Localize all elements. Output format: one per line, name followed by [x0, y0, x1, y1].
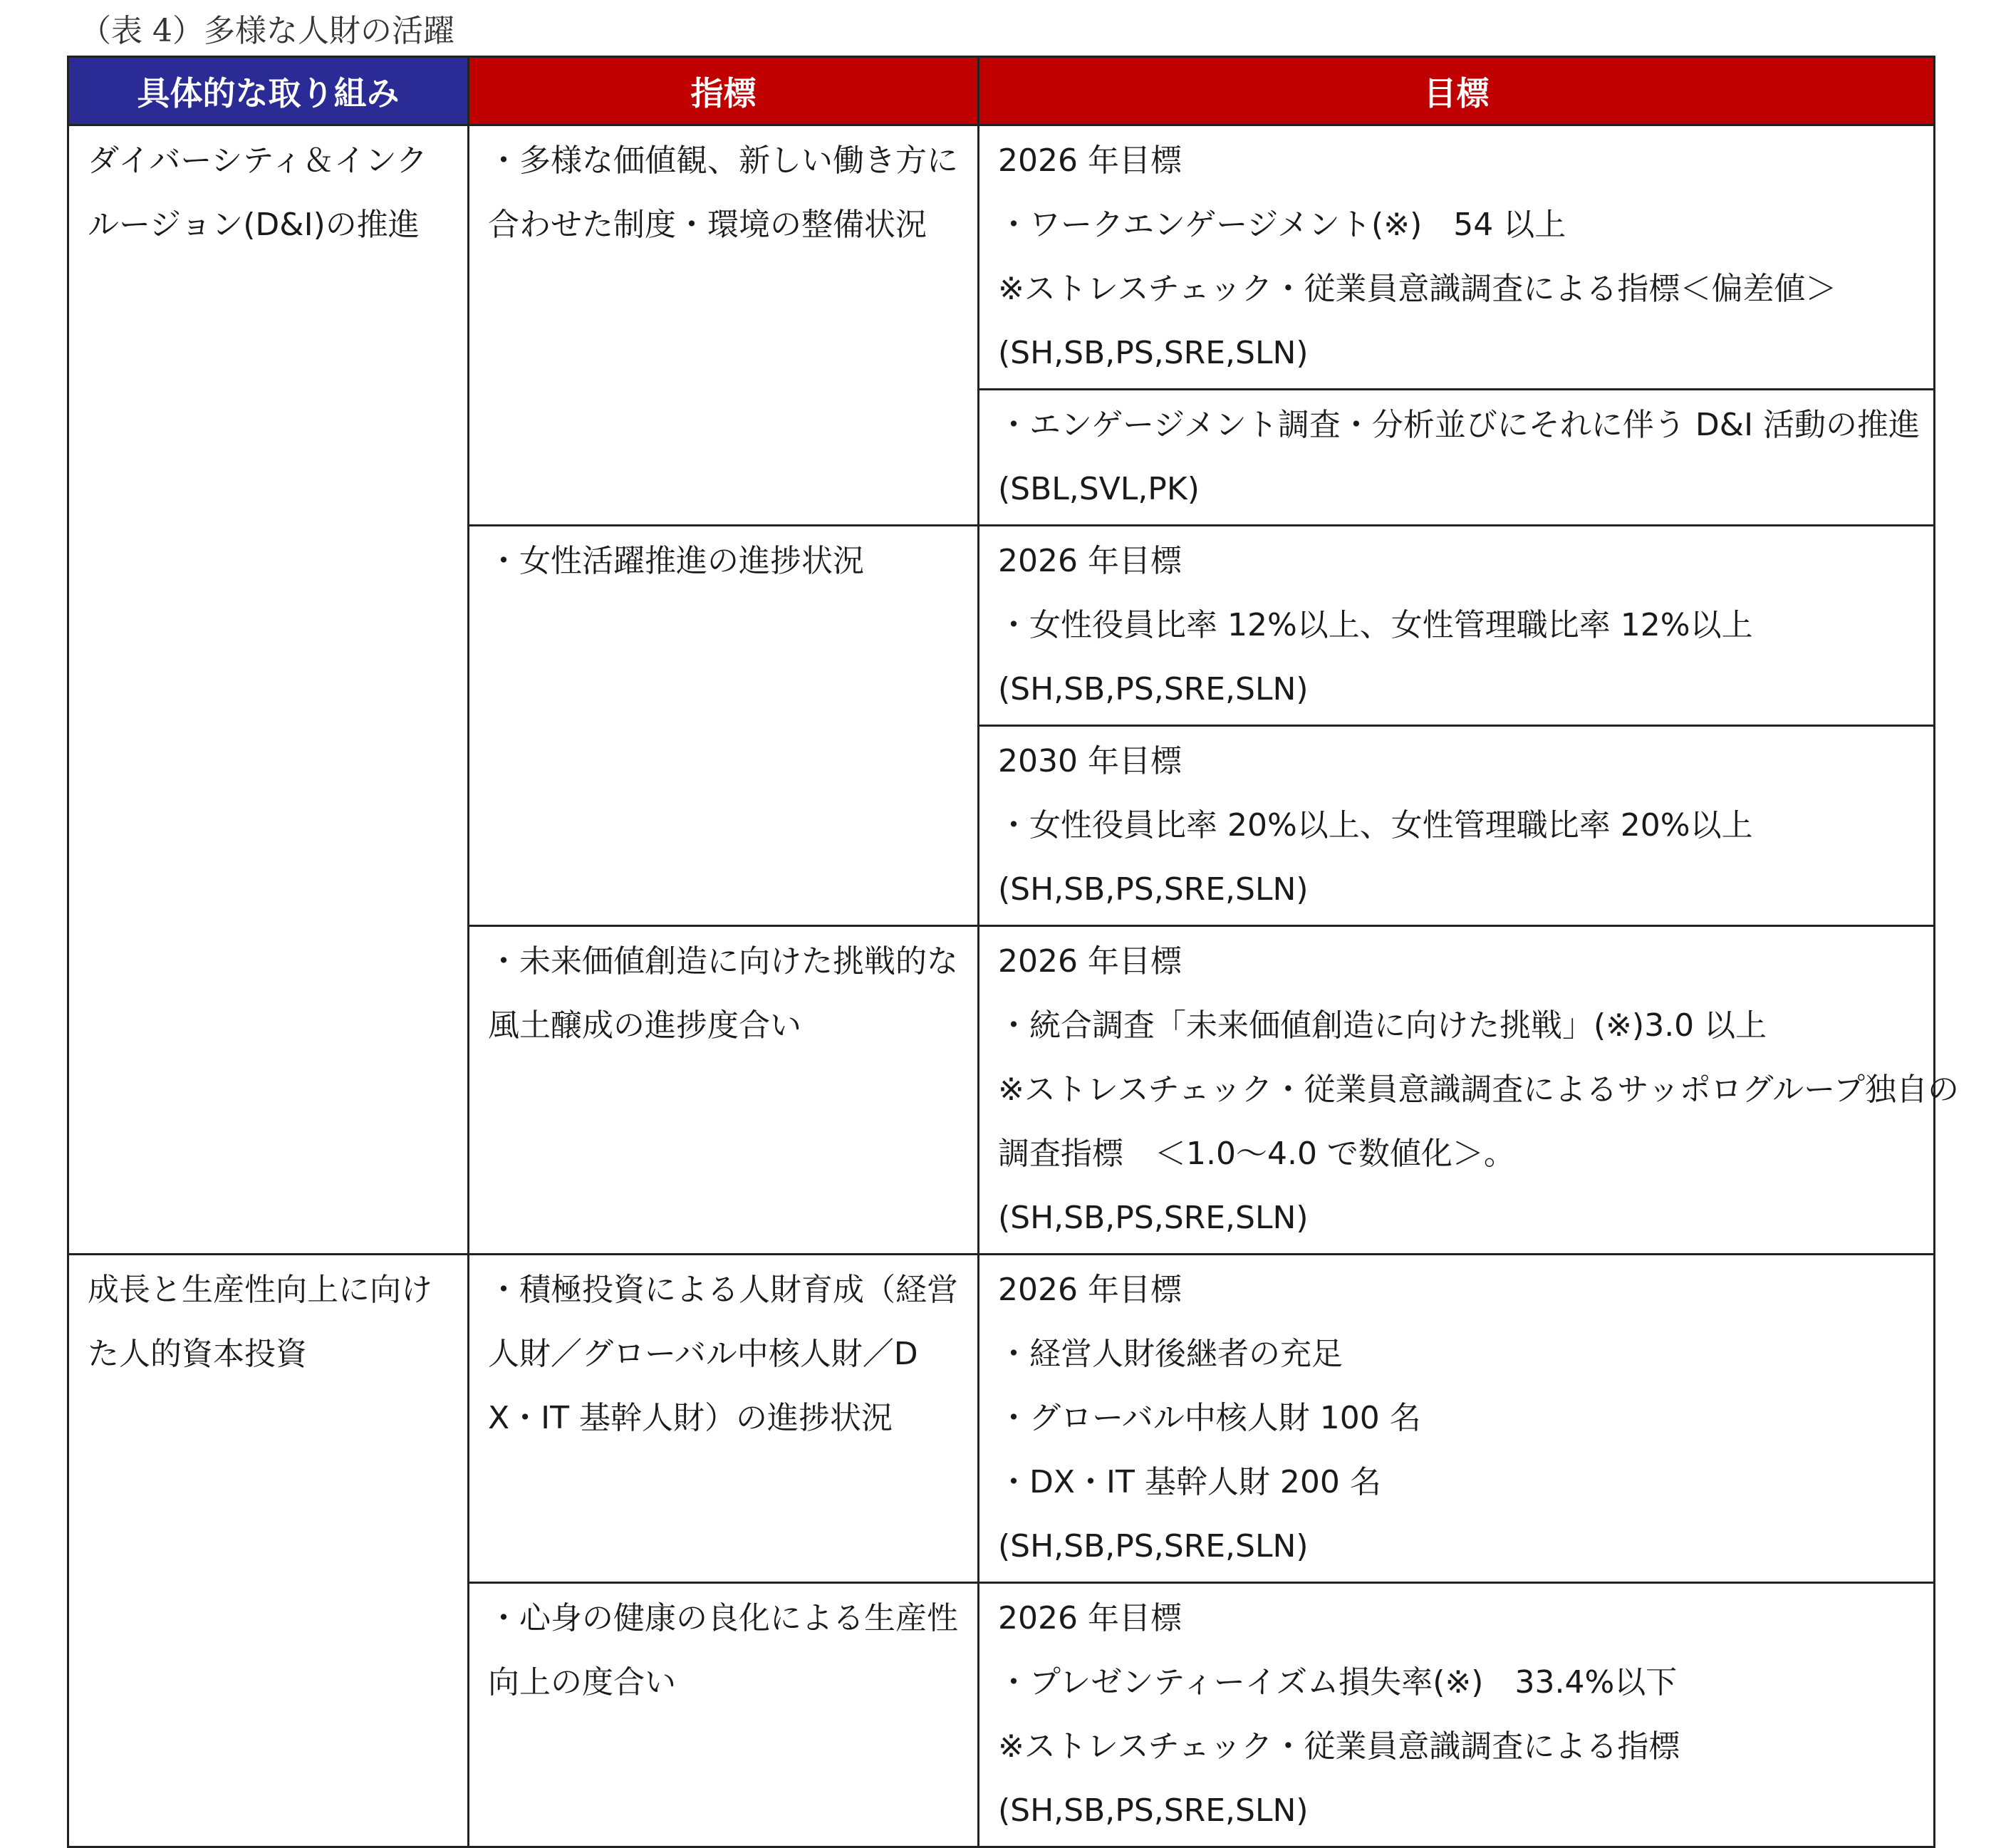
- target-line: ・エンゲージメント調査・分析並びにそれに伴う D&I 活動の推進: [998, 407, 1920, 443]
- target-line: (SBL,SVL,PK): [998, 471, 1200, 507]
- indicator-cell: [469, 1583, 979, 1847]
- kpi-table: [67, 56, 1959, 1848]
- target-line: ※ストレスチェック・従業員意識調査による指標: [998, 1728, 1680, 1765]
- target-line: ・プレゼンティーイズム損失率(※) 33.4%以下: [998, 1664, 1678, 1701]
- target-line: 調査指標 ＜1.0～4.0 で数値化＞。: [998, 1136, 1515, 1172]
- target-line: (SH,SB,PS,SRE,SLN): [998, 335, 1309, 371]
- target-line: ・女性役員比率 20%以上、女性管理職比率 20%以上: [998, 807, 1753, 843]
- indicator-cell: [469, 526, 979, 926]
- target-line: 2030 年目標: [998, 743, 1182, 779]
- header-target: 目標: [979, 57, 1935, 125]
- target-line: (SH,SB,PS,SRE,SLN): [998, 1200, 1309, 1236]
- target-line: ※ストレスチェック・従業員意識調査によるサッポログループ独自の: [998, 1071, 1959, 1108]
- indicator-text: ・多様な価値観、新しい働き方に合わせた制度・環境の整備状況: [488, 142, 958, 243]
- initiative-cell: [68, 1255, 469, 1847]
- target-cell: [979, 1583, 1935, 1847]
- target-line: ・経営人財後継者の充足: [998, 1336, 1343, 1372]
- target-line: ※ストレスチェック・従業員意識調査による指標＜偏差値＞: [998, 271, 1837, 307]
- target-line: (SH,SB,PS,SRE,SLN): [998, 871, 1309, 908]
- target-cell: [979, 390, 1935, 526]
- header-row: [68, 57, 1935, 125]
- target-line: 2026 年目標: [998, 1600, 1182, 1636]
- indicator-text: ・女性活躍推進の進捗状況: [488, 543, 864, 579]
- indicator-text: ・積極投資による人財育成（経営人財／グローバル中核人財／DX・IT 基幹人財）の進捗状況: [488, 1272, 958, 1436]
- target-cell: [979, 926, 1959, 1255]
- table-row: [68, 1255, 1935, 1583]
- target-line: 2026 年目標: [998, 943, 1182, 980]
- header-indicator: 指標: [469, 57, 979, 125]
- target-cell: [979, 726, 1935, 926]
- indicator-cell: [469, 1255, 979, 1583]
- target-line: 2026 年目標: [998, 142, 1182, 179]
- target-line: ・グローバル中核人財 100 名: [998, 1400, 1421, 1436]
- table-row: [68, 125, 1935, 390]
- initiative-text: 成長と生産性向上に向けた人的資本投資: [88, 1272, 432, 1372]
- indicator-cell: [469, 125, 979, 526]
- target-line: (SH,SB,PS,SRE,SLN): [998, 1792, 1309, 1829]
- target-cell: [979, 1255, 1935, 1583]
- target-line: ・ワークエンゲージメント(※) 54 以上: [998, 207, 1566, 243]
- indicator-text: ・未来価値創造に向けた挑戦的な風土醸成の進捗度合い: [488, 943, 958, 1044]
- target-line: ・DX・IT 基幹人財 200 名: [998, 1464, 1381, 1500]
- target-cell: [979, 526, 1935, 726]
- initiative-text: ダイバーシティ＆インクルージョン(D&I)の推進: [88, 142, 427, 243]
- target-line: (SH,SB,PS,SRE,SLN): [998, 671, 1309, 707]
- header-initiative: 具体的な取り組み: [68, 57, 469, 125]
- target-line: ・女性役員比率 12%以上、女性管理職比率 12%以上: [998, 607, 1753, 643]
- indicator-cell: [469, 926, 979, 1255]
- initiative-cell: [68, 125, 469, 1255]
- target-line: 2026 年目標: [998, 1272, 1182, 1308]
- table-caption: （表 4）多様な人財の活躍: [80, 13, 454, 49]
- indicator-text: ・心身の健康の良化による生産性向上の度合い: [488, 1600, 958, 1701]
- target-line: ・統合調査「未来価値創造に向けた挑戦」(※)3.0 以上: [998, 1007, 1767, 1044]
- target-cell: [979, 125, 1935, 390]
- target-line: 2026 年目標: [998, 543, 1182, 579]
- target-line: (SH,SB,PS,SRE,SLN): [998, 1528, 1309, 1564]
